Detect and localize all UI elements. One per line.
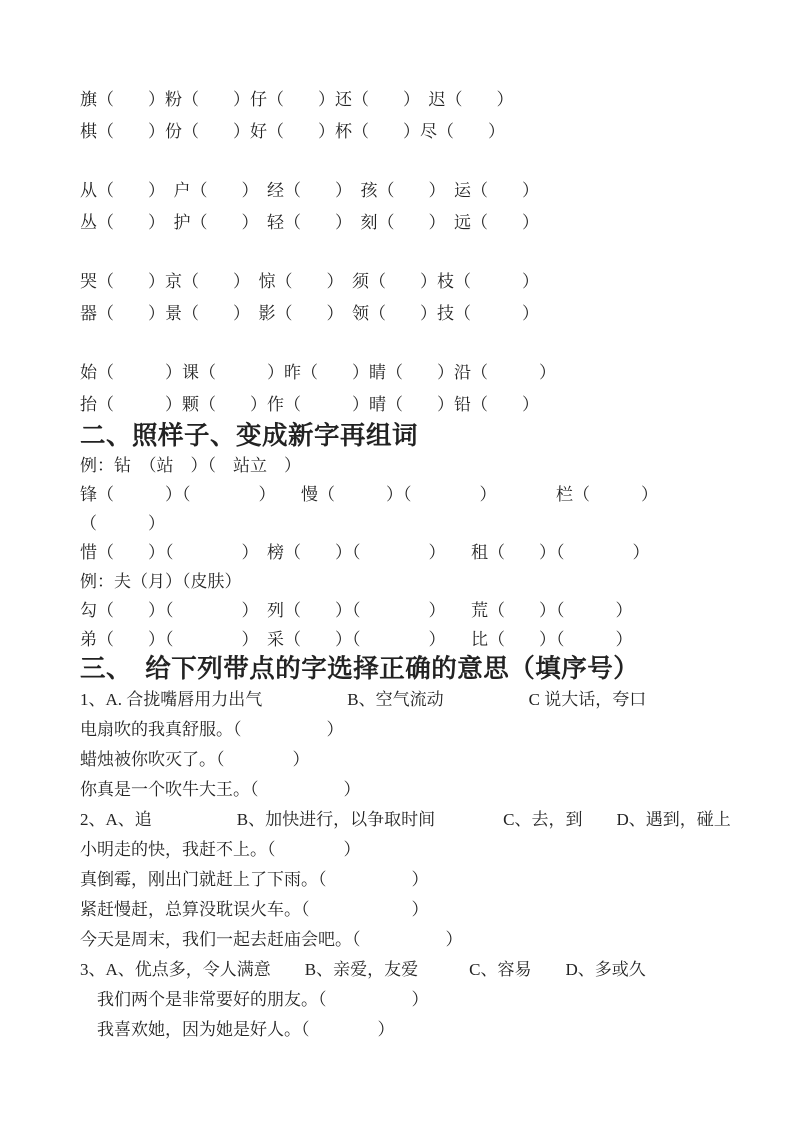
choice-options-line: 2、A、追 B、加快进行，以争取时间 C、去，到 D、遇到，碰上	[80, 810, 731, 829]
sentence-line: 蜡烛被你吹灭了。（ ）	[80, 750, 310, 769]
sentence-line: 今天是周末，我们一起去赶庙会吧。（ ）	[80, 930, 463, 949]
section-choose-meaning	[80, 654, 743, 1045]
section-fill-in-blanks	[80, 84, 743, 421]
choice-options-line: 1、A. 合拢嘴唇用力出气 B、空气流动 C 说大话，夸口	[80, 690, 647, 709]
exercise-line: 锋（ ）（ ） 慢（ ）（ ） 栏（ ）	[80, 485, 658, 504]
choice-options-line: 3、A、优点多，令人满意 B、亲爱，友爱 C、容易 D、多或久	[80, 960, 646, 979]
exercise-line-wrap: （ ）	[80, 514, 165, 533]
sentence-line: 你真是一个吹牛大王。（ ）	[80, 780, 361, 799]
fill-in-row: 哭（ ）京（ ） 惊（ ） 须（ ）枝（ ）	[80, 272, 539, 291]
sentence-line: 电扇吹的我真舒服。（ ）	[80, 720, 344, 739]
section-2-heading: 二、照样子、变成新字再组词	[80, 422, 419, 450]
exercise-line: 勾（ ）（ ） 列（ ）（ ） 荒（ ）（ ）	[80, 601, 633, 620]
sentence-line: 真倒霉，刚出门就赶上了下雨。（ ）	[80, 870, 429, 889]
fill-in-row: 丛（ ） 护（ ） 轻（ ） 刻（ ） 远（ ）	[80, 213, 539, 232]
example-line: 例：钻 （站 ）（ 站立 ）	[80, 456, 301, 475]
sentence-line: 小明走的快，我赶不上。（ ）	[80, 840, 361, 859]
fill-in-row: 棋（ ）份（ ）好（ ）杯（ ）尽（ ）	[80, 122, 505, 141]
exercise-line: 弟（ ）（ ） 采（ ）（ ） 比（ ）（ ）	[80, 630, 633, 649]
fill-in-row: 始（ ）课（ ）昨（ ）睛（ ）沿（ ）	[80, 363, 556, 382]
exercise-line: 惜（ ）（ ） 榜（ ）（ ） 租（ ）（ ）	[80, 543, 650, 562]
sentence-line: 紧赶慢赶，总算没耽误火车。（ ）	[80, 900, 429, 919]
example-line: 例：夫（月）（皮肤）	[80, 572, 242, 591]
fill-in-row: 抬（ ）颗（ ）作（ ）晴（ ）铅（ ）	[80, 395, 539, 414]
fill-in-row: 旗（ ）粉（ ）仔（ ）还（ ） 迟（ ）	[80, 90, 514, 109]
section-new-characters	[80, 421, 743, 654]
sentence-line: 我们两个是非常要好的朋友。（ ）	[80, 990, 429, 1009]
fill-in-row: 从（ ） 户（ ） 经（ ） 孩（ ） 运（ ）	[80, 181, 539, 200]
section-3-heading: 三、 给下列带点的字选择正确的意思（填序号）	[80, 655, 640, 683]
fill-in-row: 器（ ）景（ ） 影（ ） 领（ ）技（ ）	[80, 304, 539, 323]
sentence-line: 我喜欢她，因为她是好人。（ ）	[80, 1020, 395, 1039]
